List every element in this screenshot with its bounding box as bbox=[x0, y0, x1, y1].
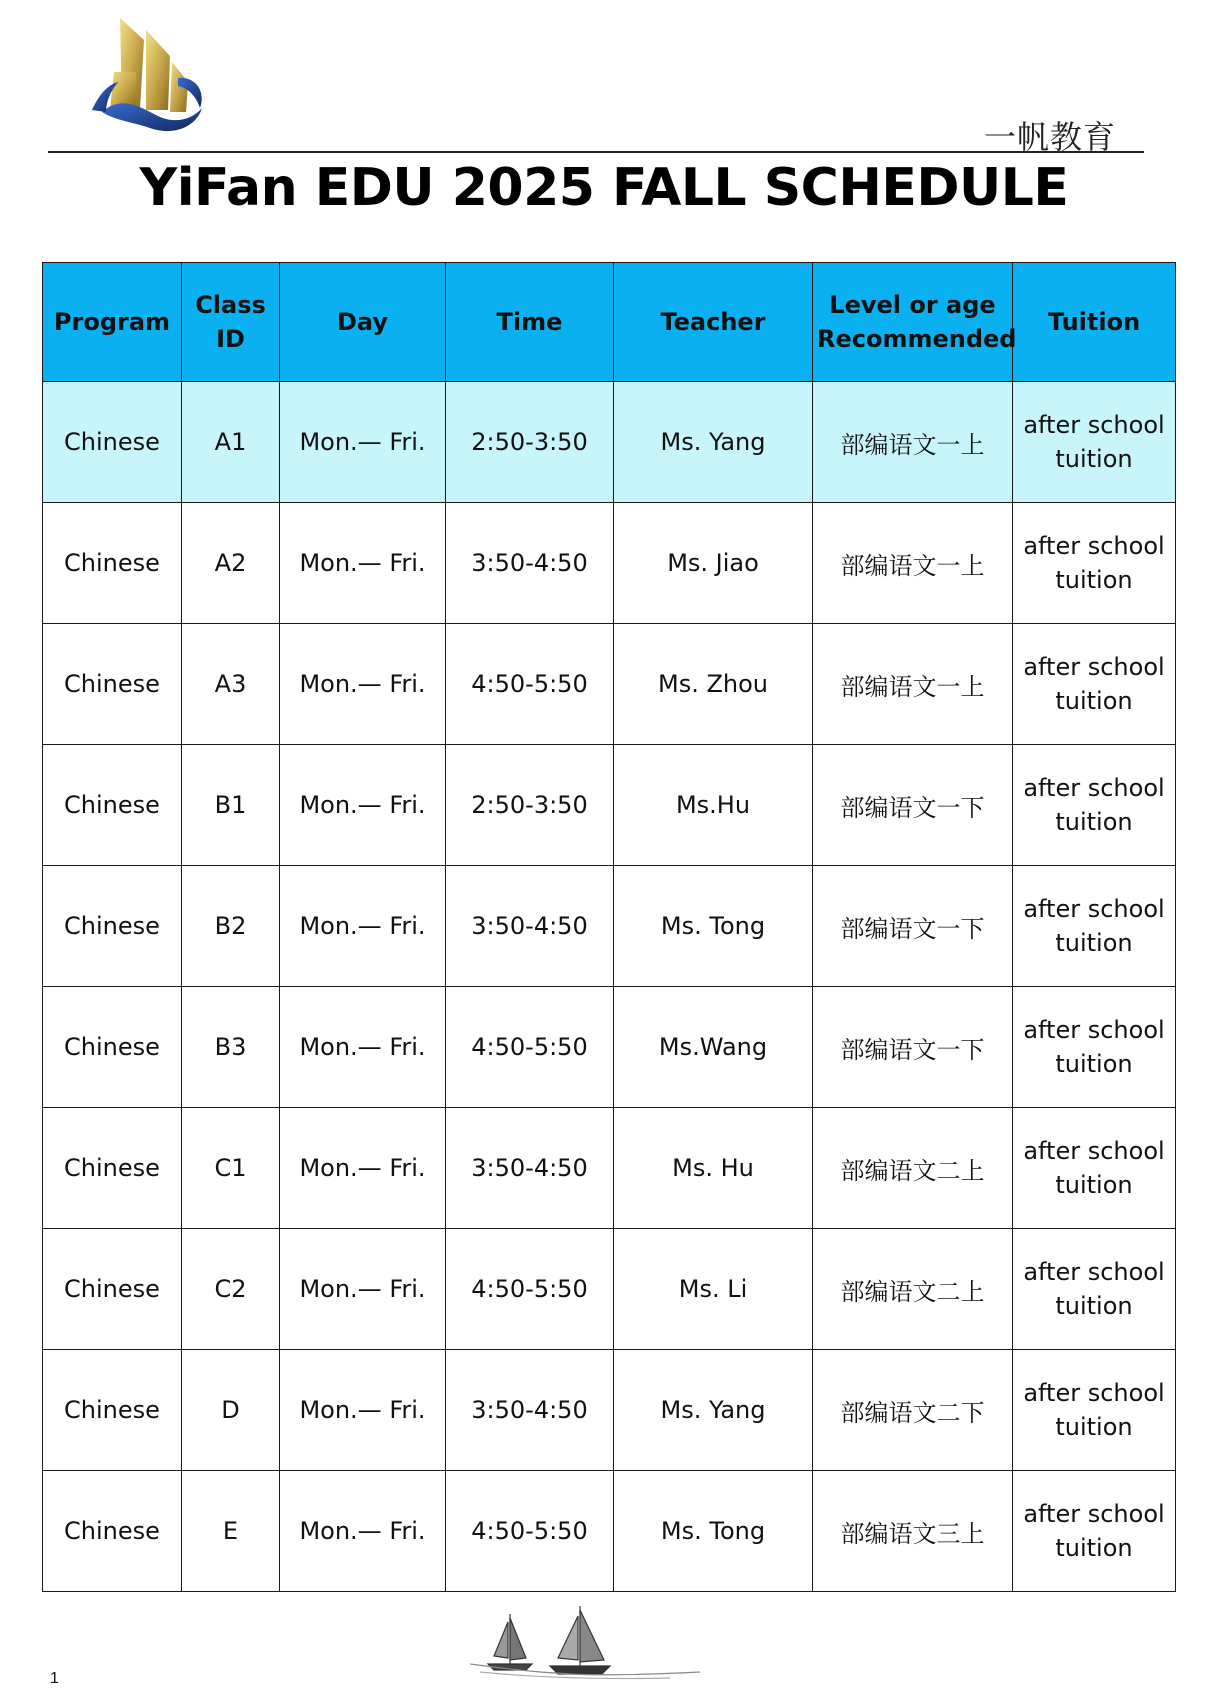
tuition-line: after school bbox=[1023, 774, 1165, 802]
day-cell: Mon.— Fri. bbox=[280, 745, 446, 866]
time-cell: 4:50-5:50 bbox=[446, 624, 614, 745]
program-cell: Chinese bbox=[43, 1471, 182, 1592]
class-id-cell: A1 bbox=[182, 382, 280, 503]
table-row bbox=[43, 745, 1176, 866]
table-row bbox=[43, 866, 1176, 987]
program-cell: Chinese bbox=[43, 987, 182, 1108]
column-header-line: Level or age bbox=[829, 291, 996, 319]
tuition-line: after school bbox=[1023, 1500, 1165, 1528]
teacher-cell: Ms. Zhou bbox=[614, 624, 813, 745]
level-cell: 部编语文一上 bbox=[813, 624, 1013, 745]
tuition-cell bbox=[1013, 1471, 1176, 1592]
class-id-cell: B2 bbox=[182, 866, 280, 987]
teacher-cell: Ms. Yang bbox=[614, 382, 813, 503]
teacher-cell: Ms.Wang bbox=[614, 987, 813, 1108]
column-header: Teacher bbox=[614, 263, 813, 382]
time-cell: 4:50-5:50 bbox=[446, 1229, 614, 1350]
program-cell: Chinese bbox=[43, 624, 182, 745]
teacher-cell: Ms. Tong bbox=[614, 866, 813, 987]
tuition-cell bbox=[1013, 1108, 1176, 1229]
page-title: YiFan EDU 2025 FALL SCHEDULE bbox=[139, 158, 1069, 218]
program-cell: Chinese bbox=[43, 745, 182, 866]
time-cell: 2:50-3:50 bbox=[446, 382, 614, 503]
table-body bbox=[43, 382, 1176, 1592]
table-row bbox=[43, 1471, 1176, 1592]
tuition-line: tuition bbox=[1055, 808, 1133, 836]
class-id-cell: B1 bbox=[182, 745, 280, 866]
day-cell: Mon.— Fri. bbox=[280, 987, 446, 1108]
column-header: Time bbox=[446, 263, 614, 382]
program-cell: Chinese bbox=[43, 382, 182, 503]
table-row bbox=[43, 1229, 1176, 1350]
tuition-cell bbox=[1013, 503, 1176, 624]
day-cell: Mon.— Fri. bbox=[280, 866, 446, 987]
program-cell: Chinese bbox=[43, 503, 182, 624]
sailboats-sketch-icon bbox=[470, 1606, 710, 1686]
time-cell: 3:50-4:50 bbox=[446, 1108, 614, 1229]
tuition-line: after school bbox=[1023, 1379, 1165, 1407]
tuition-line: tuition bbox=[1055, 1171, 1133, 1199]
tuition-line: tuition bbox=[1055, 687, 1133, 715]
level-cell: 部编语文二上 bbox=[813, 1108, 1013, 1229]
time-cell: 3:50-4:50 bbox=[446, 503, 614, 624]
day-cell: Mon.— Fri. bbox=[280, 382, 446, 503]
column-header-line: Class bbox=[195, 291, 266, 319]
class-id-cell: D bbox=[182, 1350, 280, 1471]
tuition-cell bbox=[1013, 987, 1176, 1108]
time-cell: 4:50-5:50 bbox=[446, 987, 614, 1108]
table-row bbox=[43, 987, 1176, 1108]
day-cell: Mon.— Fri. bbox=[280, 1108, 446, 1229]
tuition-cell bbox=[1013, 1229, 1176, 1350]
schedule-table bbox=[42, 262, 1176, 1592]
table-row bbox=[43, 1350, 1176, 1471]
time-cell: 2:50-3:50 bbox=[446, 745, 614, 866]
day-cell: Mon.— Fri. bbox=[280, 624, 446, 745]
tuition-line: tuition bbox=[1055, 1534, 1133, 1562]
tuition-line: after school bbox=[1023, 1016, 1165, 1044]
table-row bbox=[43, 624, 1176, 745]
level-cell: 部编语文二上 bbox=[813, 1229, 1013, 1350]
tuition-line: after school bbox=[1023, 1137, 1165, 1165]
tuition-cell bbox=[1013, 624, 1176, 745]
tuition-line: tuition bbox=[1055, 1292, 1133, 1320]
teacher-cell: Ms.Hu bbox=[614, 745, 813, 866]
column-header bbox=[813, 263, 1017, 382]
tuition-cell bbox=[1013, 745, 1176, 866]
level-cell: 部编语文三上 bbox=[813, 1471, 1013, 1592]
level-cell: 部编语文一上 bbox=[813, 503, 1013, 624]
time-cell: 4:50-5:50 bbox=[446, 1471, 614, 1592]
header-divider bbox=[48, 151, 1144, 153]
tuition-line: tuition bbox=[1055, 1413, 1133, 1441]
tuition-line: after school bbox=[1023, 653, 1165, 681]
table-row bbox=[43, 382, 1176, 503]
tuition-cell bbox=[1013, 866, 1176, 987]
time-cell: 3:50-4:50 bbox=[446, 866, 614, 987]
teacher-cell: Ms. Tong bbox=[614, 1471, 813, 1592]
day-cell: Mon.— Fri. bbox=[280, 503, 446, 624]
program-cell: Chinese bbox=[43, 1350, 182, 1471]
page-number: 1 bbox=[50, 1670, 59, 1687]
table-row bbox=[43, 1108, 1176, 1229]
day-cell: Mon.— Fri. bbox=[280, 1350, 446, 1471]
class-id-cell: C1 bbox=[182, 1108, 280, 1229]
level-cell: 部编语文一上 bbox=[813, 382, 1013, 503]
column-header-line: Recommended bbox=[817, 325, 1017, 353]
sailboat-logo-icon bbox=[92, 12, 220, 140]
column-header: Tuition bbox=[1013, 263, 1176, 382]
tuition-cell bbox=[1013, 1350, 1176, 1471]
teacher-cell: Ms. Jiao bbox=[614, 503, 813, 624]
program-cell: Chinese bbox=[43, 1229, 182, 1350]
day-cell: Mon.— Fri. bbox=[280, 1471, 446, 1592]
class-id-cell: C2 bbox=[182, 1229, 280, 1350]
table-header-row bbox=[43, 263, 1176, 382]
tuition-line: after school bbox=[1023, 411, 1165, 439]
table-row bbox=[43, 503, 1176, 624]
level-cell: 部编语文一下 bbox=[813, 745, 1013, 866]
teacher-cell: Ms. Hu bbox=[614, 1108, 813, 1229]
tuition-line: tuition bbox=[1055, 929, 1133, 957]
teacher-cell: Ms. Li bbox=[614, 1229, 813, 1350]
day-cell: Mon.— Fri. bbox=[280, 1229, 446, 1350]
level-cell: 部编语文一下 bbox=[813, 866, 1013, 987]
class-id-cell: A3 bbox=[182, 624, 280, 745]
tuition-cell bbox=[1013, 382, 1176, 503]
column-header bbox=[182, 263, 280, 382]
teacher-cell: Ms. Yang bbox=[614, 1350, 813, 1471]
column-header: Program bbox=[43, 263, 182, 382]
level-cell: 部编语文二下 bbox=[813, 1350, 1013, 1471]
brand-name-chinese: 一帆教育 bbox=[983, 118, 1116, 156]
class-id-cell: E bbox=[182, 1471, 280, 1592]
program-cell: Chinese bbox=[43, 1108, 182, 1229]
class-id-cell: B3 bbox=[182, 987, 280, 1108]
class-id-cell: A2 bbox=[182, 503, 280, 624]
tuition-line: tuition bbox=[1055, 566, 1133, 594]
tuition-line: after school bbox=[1023, 532, 1165, 560]
column-header: Day bbox=[280, 263, 446, 382]
tuition-line: after school bbox=[1023, 1258, 1165, 1286]
tuition-line: tuition bbox=[1055, 445, 1133, 473]
column-header-line: ID bbox=[216, 325, 245, 353]
time-cell: 3:50-4:50 bbox=[446, 1350, 614, 1471]
level-cell: 部编语文一下 bbox=[813, 987, 1013, 1108]
tuition-line: tuition bbox=[1055, 1050, 1133, 1078]
tuition-line: after school bbox=[1023, 895, 1165, 923]
program-cell: Chinese bbox=[43, 866, 182, 987]
